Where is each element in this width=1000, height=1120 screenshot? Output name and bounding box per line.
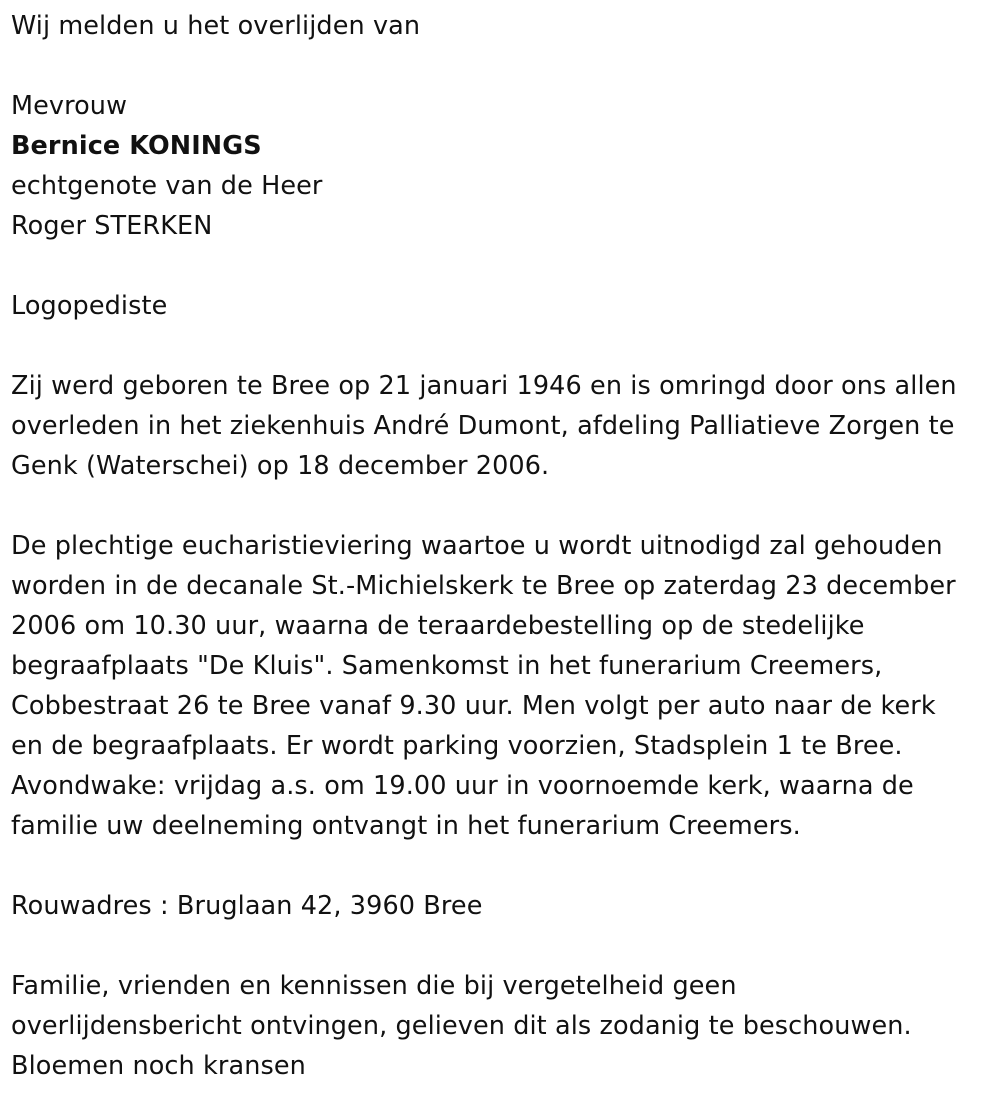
- deceased-name: Bernice KONINGS: [11, 131, 262, 161]
- spouse-intro: echtgenote van de Heer: [11, 171, 323, 201]
- ceremony-paragraph: De plechtige eucharistieviering waartoe u wordt uitnodigd zal gehouden worden in de decanale St.-Michielskerk te Bree op zaterdag 23 december 2006 om 10.30 uur, waarna de teraardebestelling op de stedelijke begraafplaats "De Kluis". Samenkomst in het funerarium Creemers, Cobbestraat 26 te Bree vanaf 9.30 uur. Men volgt per auto naar de kerk en de begraafplaats. Er wordt parking voorzien, Stadsplein 1 te Bree. Avondwake: vrijdag a.s. om 19.00 uur in voornoemde kerk, waarna de familie uw deelneming ontvangt in het funerarium Creemers.: [11, 531, 956, 841]
- intro-text: Wij melden u het overlijden van: [11, 11, 421, 41]
- spouse-name: Roger STERKEN: [11, 211, 213, 241]
- mourning-address: Rouwadres : Bruglaan 42, 3960 Bree: [11, 891, 483, 921]
- birth-death-paragraph: Zij werd geboren te Bree op 21 januari 1946 en is omringd door ons allen overleden in het ziekenhuis André Dumont, afdeling Palliatieve Zorgen te Genk (Waterschei) op 18 december 2006.: [11, 371, 957, 481]
- death-notice: [11, 6, 996, 1086]
- profession-text: Logopediste: [11, 291, 168, 321]
- title-text: Mevrouw: [11, 91, 128, 121]
- closing-paragraph: Familie, vrienden en kennissen die bij vergetelheid geen overlijdensbericht ontvingen, gelieven dit als zodanig te beschouwen. Bloemen noch kransen: [11, 971, 912, 1081]
